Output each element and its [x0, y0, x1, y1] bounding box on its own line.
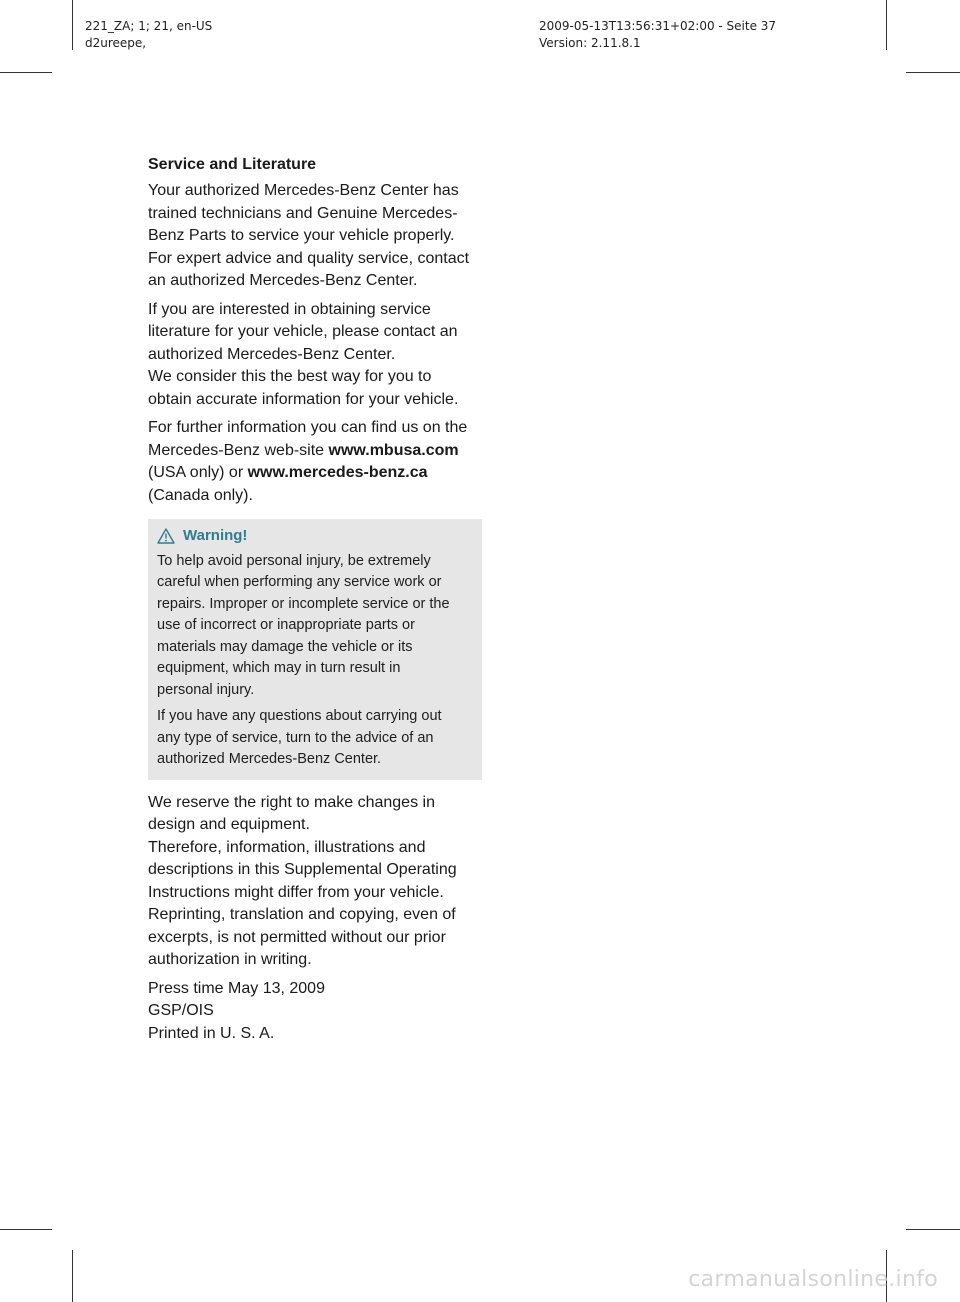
crop-mark-top-right-vertical — [886, 0, 887, 50]
text-line: If you are interested in obtaining service — [148, 300, 431, 318]
text-line: Your authorized Mercedes-Benz Center has — [148, 182, 459, 199]
text-line: use of incorrect or inappropriate parts or — [157, 617, 415, 633]
text-line: trained technicians and Genuine Mercedes- — [148, 204, 458, 222]
text-line — [148, 462, 482, 485]
crop-mark-top-right-horizontal — [906, 72, 960, 73]
text-line: obtain accurate information for your vehicle. — [148, 390, 459, 408]
text-line: materials may damage the vehicle or its — [157, 638, 413, 655]
text-line: careful when performing any service work or — [157, 574, 442, 590]
text-line — [148, 440, 482, 463]
text-line: repairs. Improper or incomplete service or the — [157, 595, 450, 612]
header-right-line1: 2009-05-13T13:56:31+02:00 - Seite 37 — [539, 19, 777, 33]
header-left-meta — [85, 18, 212, 52]
text-line: We reserve the right to make changes in — [148, 793, 435, 811]
text-line: Reprinting, translation and copying, even of — [148, 906, 456, 923]
text-line: GSP/OIS — [148, 1002, 214, 1019]
site-watermark: carmanualsonline.info — [688, 1267, 938, 1292]
service-paragraph — [148, 180, 482, 293]
text-line: For expert advice and quality service, contact — [148, 249, 470, 267]
warning-triangle-icon — [157, 528, 175, 544]
section-title: Service and Literature — [148, 156, 317, 173]
warning-box — [148, 519, 482, 780]
text-line: (Canada only). — [148, 486, 253, 504]
text-line: Instructions might differ from your vehicle. — [148, 883, 444, 901]
crop-mark-bottom-right-horizontal — [906, 1229, 960, 1230]
warning-header — [157, 525, 474, 547]
crop-mark-bottom-left-horizontal — [0, 1229, 52, 1230]
text-fragment: Mercedes-Benz web-site — [148, 441, 329, 459]
text-line: literature for your vehicle, please contact an — [148, 323, 458, 340]
header-right-line2: Version: 2.11.8.1 — [539, 36, 641, 50]
page-content — [148, 154, 482, 1051]
text-line: To help avoid personal injury, be extremely — [157, 552, 431, 569]
header-right-meta — [539, 18, 776, 52]
text-line: design and equipment. — [148, 816, 310, 833]
text-line: authorized Mercedes-Benz Center. — [148, 345, 396, 363]
press-info-paragraph — [148, 978, 482, 1046]
canada-website-url: www.mercedes-benz.ca — [247, 464, 428, 481]
crop-mark-top-left-horizontal — [0, 72, 52, 73]
crop-mark-bottom-left-vertical — [72, 1250, 73, 1302]
website-paragraph — [148, 417, 482, 507]
text-line: personal injury. — [157, 681, 255, 698]
text-fragment: (USA only) or — [148, 464, 248, 481]
text-line: Benz Parts to service your vehicle properly. — [148, 227, 455, 244]
disclaimer-paragraph — [148, 792, 482, 972]
text-line: excerpts, is not permitted without our prior — [148, 928, 446, 946]
text-line: an authorized Mercedes-Benz Center. — [148, 272, 418, 289]
header-left-line1: 221_ZA; 1; 21, en-US — [85, 19, 213, 33]
text-line: descriptions in this Supplemental Operating — [148, 861, 457, 878]
text-line: any type of service, turn to the advice of an — [157, 729, 434, 746]
text-line: For further information you can find us on the — [148, 419, 468, 436]
header-left-line2: d2ureepe, — [85, 36, 147, 50]
usa-website-url: www.mbusa.com — [328, 441, 459, 459]
text-line: equipment, which may in turn result in — [157, 660, 401, 676]
text-line: If you have any questions about carrying out — [157, 708, 442, 724]
literature-paragraph — [148, 299, 482, 412]
text-line: We consider this the best way for you to — [148, 368, 432, 385]
text-line: authorization in writing. — [148, 951, 312, 968]
text-line: authorized Mercedes-Benz Center. — [157, 751, 382, 767]
crop-mark-top-left-vertical — [72, 0, 73, 50]
warning-title: Warning! — [183, 527, 248, 544]
text-line: Therefore, information, illustrations and — [148, 838, 426, 856]
text-line: Press time May 13, 2009 — [148, 979, 325, 997]
warning-paragraph — [157, 551, 474, 702]
warning-advice-paragraph — [157, 706, 474, 771]
text-line: Printed in U. S. A. — [148, 1024, 275, 1042]
